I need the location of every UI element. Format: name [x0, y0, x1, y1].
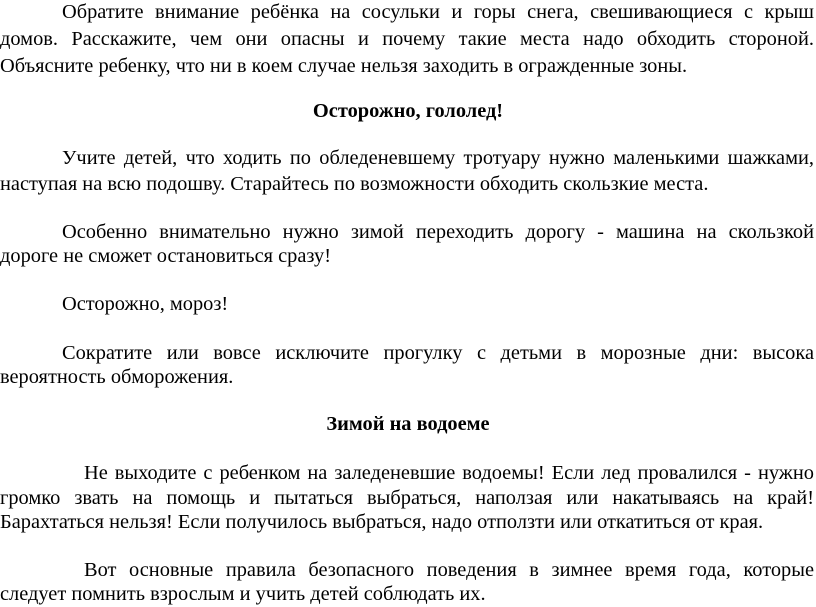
text-line: дороге не сможет остановиться сразу!	[0, 245, 332, 267]
text-line: следует помнить взрослым и учить детей соблюдать их.	[0, 583, 486, 605]
text-line: Вот основные правила безопасного поведения в зимнее время года, которые	[84, 559, 814, 581]
heading-ice: Осторожно, гололед!	[312, 100, 504, 122]
text-line: вероятность обморожения.	[0, 366, 234, 388]
heading-frost: Осторожно, мороз!	[62, 293, 229, 315]
text-line: домов. Расскажите, чем они опасны и почему такие места надо обходить стороной.	[0, 28, 814, 50]
text-line: наступая на всю подошву. Старайтесь по возможности обходить скользкие места.	[0, 173, 709, 195]
heading-water: Зимой на водоеме	[326, 413, 490, 435]
text-line: громко звать на помощь и пытаться выбраться, наползая или накатываясь на край!	[0, 487, 814, 509]
text-line: Особенно внимательно нужно зимой переходить дорогу - машина на скользкой	[62, 221, 814, 243]
text-line: Сократите или вовсе исключите прогулку с детьми в морозные дни: высока	[62, 342, 814, 364]
text-line: Объясните ребенку, что ни в коем случае нельзя заходить в огражденные зоны.	[0, 55, 688, 77]
text-line: Учите детей, что ходить по обледеневшему тротуару нужно маленькими шажками,	[62, 147, 814, 169]
text-line: Не выходите с ребенком на заледеневшие водоемы! Если лед провалился - нужно	[84, 462, 814, 484]
text-line: Обратите внимание ребёнка на сосульки и горы снега, свешивающиеся с крыш	[62, 1, 814, 23]
text-line: Барахтаться нельзя! Если получилось выбраться, надо отползти или откатиться от края.	[0, 511, 764, 533]
